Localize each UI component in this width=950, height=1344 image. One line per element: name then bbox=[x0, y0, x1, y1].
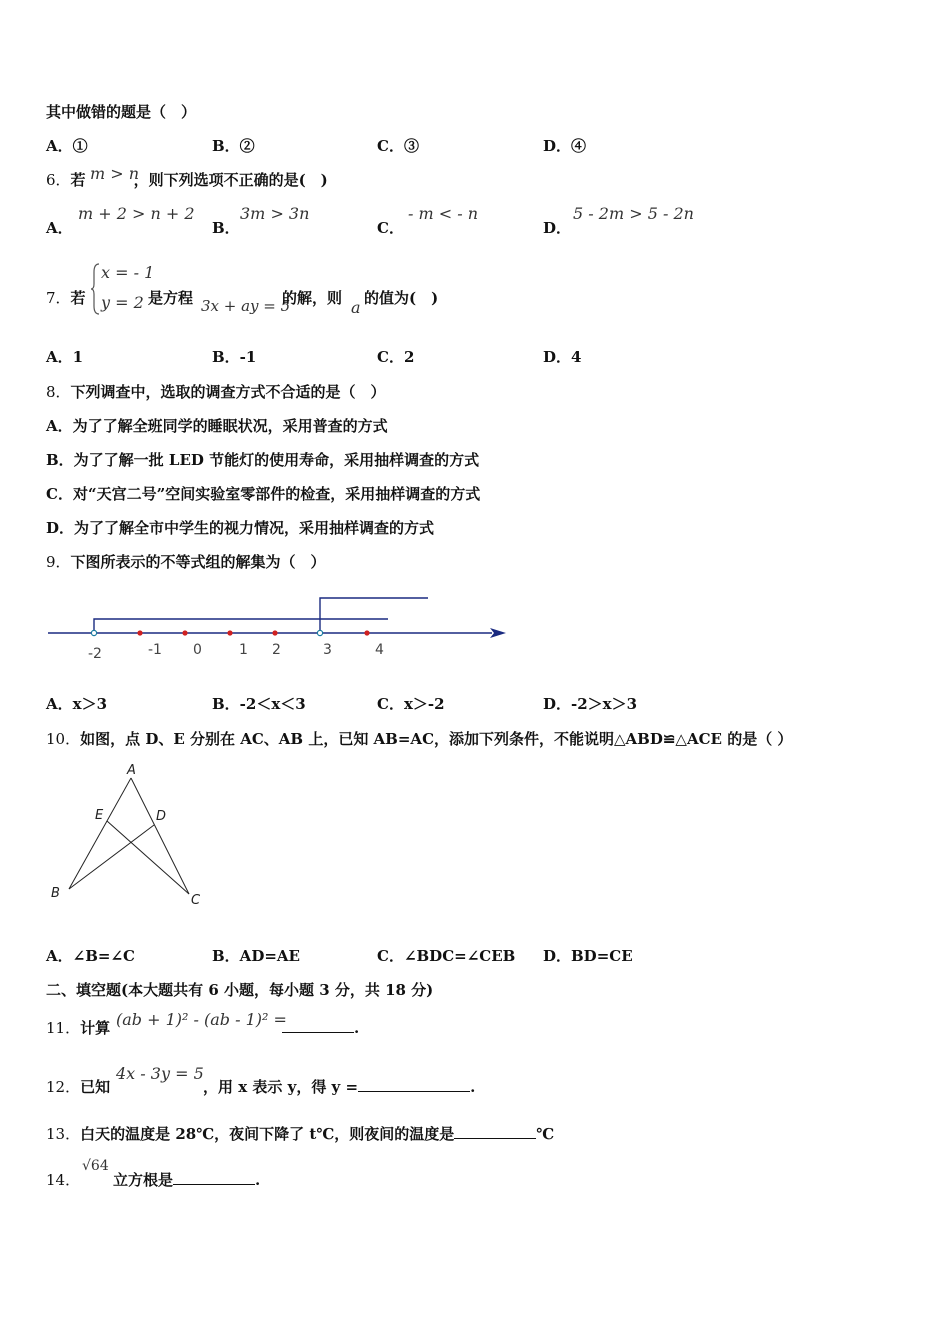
q7-equation: 3x + ay = 5 bbox=[201, 297, 291, 315]
q12-number: 12． bbox=[46, 1078, 81, 1096]
segment-ce bbox=[107, 821, 189, 894]
q6-label-c[interactable]: C． bbox=[377, 219, 404, 237]
q9-option-c[interactable]: C．x＞-2 bbox=[377, 695, 445, 713]
q9-number-line-figure bbox=[40, 590, 520, 670]
tick-label-3: 3 bbox=[323, 642, 332, 658]
q6-label-a[interactable]: A． bbox=[46, 219, 73, 237]
segment-bd bbox=[69, 825, 154, 889]
q10-number: 10． bbox=[46, 730, 81, 748]
q7-option-a[interactable]: A．1 bbox=[46, 348, 84, 366]
q12-equation: 4x - 3y = 5 bbox=[116, 1064, 204, 1083]
q8-option-b[interactable]: B．为了了解一批 LED 节能灯的使用寿命，采用抽样调查的方式 bbox=[46, 451, 480, 469]
q7-mid2: 的解，则 bbox=[282, 289, 343, 307]
q9-number: 9． bbox=[46, 553, 71, 571]
q5-option-c[interactable]: C．③ bbox=[377, 137, 419, 155]
tick-label-2: 2 bbox=[272, 642, 281, 658]
tick-label-neg2: -2 bbox=[88, 646, 102, 662]
q6-stem bbox=[46, 170, 328, 190]
tick-label-neg1: -1 bbox=[148, 642, 162, 658]
q8-option-d[interactable]: D．为了了解全市中学生的视力情况，采用抽样调查的方式 bbox=[46, 519, 435, 537]
q12-answer-blank[interactable] bbox=[358, 1077, 470, 1092]
solution-bracket-left bbox=[94, 619, 388, 633]
q14-number: 14． bbox=[46, 1171, 81, 1189]
q7-stem bbox=[46, 288, 86, 308]
tick-point-1 bbox=[227, 630, 232, 635]
q11-post: . bbox=[354, 1019, 360, 1037]
q9-stem bbox=[46, 552, 326, 572]
point-label-d: D bbox=[156, 809, 167, 824]
intro-text: 其中做错的题是（ ） bbox=[46, 103, 197, 121]
q6-label-b[interactable]: B． bbox=[212, 219, 240, 237]
q11-stem bbox=[46, 1018, 110, 1038]
tick-label-4: 4 bbox=[375, 642, 384, 658]
q8-text: 下列调查中，选取的调查方式不合适的是（ ） bbox=[70, 383, 386, 401]
q6-formula-c: - m < - n bbox=[408, 204, 479, 223]
q12-post: . bbox=[470, 1078, 476, 1096]
axis-arrow-icon bbox=[490, 628, 506, 638]
q10-option-a[interactable]: A．∠B=∠C bbox=[46, 947, 135, 965]
q12-mid: ，用 x 表示 y，得 y = bbox=[203, 1078, 359, 1096]
q6-pre: 若 bbox=[70, 171, 86, 189]
section-2-heading: 二、填空题(本大题共有 6 小题，每小题 3 分，共 18 分) bbox=[46, 981, 434, 999]
q13-answer-blank[interactable] bbox=[454, 1124, 536, 1139]
open-circle-neg2 bbox=[91, 630, 96, 635]
q6-label-d[interactable]: D． bbox=[543, 219, 572, 237]
q13-post: ℃ bbox=[536, 1125, 555, 1143]
q11-answer-line bbox=[282, 1018, 359, 1038]
q10-stem bbox=[46, 729, 792, 749]
q5-option-b[interactable]: B．② bbox=[212, 137, 255, 155]
q11-pre: 计算 bbox=[80, 1019, 111, 1037]
q7-number: 7． bbox=[46, 289, 71, 307]
q9-option-b[interactable]: B．-2＜x＜3 bbox=[212, 695, 306, 713]
tick-label-1: 1 bbox=[239, 642, 248, 658]
solution-bracket-right bbox=[320, 598, 428, 633]
q6-number: 6． bbox=[46, 171, 71, 189]
q7-option-b[interactable]: B．-1 bbox=[212, 348, 257, 366]
q14-answer-line bbox=[113, 1170, 260, 1190]
q14-post: . bbox=[255, 1171, 261, 1189]
q8-option-a[interactable]: A．为了了解全班同学的睡眠状况，采用普查的方式 bbox=[46, 417, 388, 435]
q14-radical: √64 bbox=[82, 1158, 109, 1174]
point-label-a: A bbox=[127, 763, 136, 778]
q6-formula-d: 5 - 2m > 5 - 2n bbox=[573, 204, 694, 223]
q10-option-b[interactable]: B．AD=AE bbox=[212, 947, 300, 965]
q8-stem bbox=[46, 382, 386, 402]
open-circle-3 bbox=[317, 630, 322, 635]
q13-stem bbox=[46, 1124, 554, 1144]
q6-formula-a: m + 2 > n + 2 bbox=[78, 204, 195, 223]
point-label-e: E bbox=[95, 808, 104, 823]
q13-number: 13． bbox=[46, 1125, 81, 1143]
q10-triangle-figure bbox=[40, 756, 220, 916]
q9-option-a[interactable]: A．x＞3 bbox=[46, 695, 108, 713]
point-label-b: B bbox=[51, 886, 60, 901]
q9-text: 下图所表示的不等式组的解集为（ ） bbox=[70, 553, 326, 571]
q7-post: 的值为( ) bbox=[364, 289, 439, 307]
q9-option-d[interactable]: D．-2＞x＞3 bbox=[543, 695, 638, 713]
q10-text: 如图，点 D、E 分别在 AC、AB 上，已知 AB=AC，添加下列条件，不能说明△ABD≌△ACE 的是（ ） bbox=[80, 730, 793, 748]
q5-option-a[interactable]: A．① bbox=[46, 137, 88, 155]
q7-system-x: x = - 1 bbox=[101, 263, 155, 282]
tick-point-0 bbox=[182, 630, 187, 635]
q10-option-d[interactable]: D．BD=CE bbox=[543, 947, 633, 965]
q7-option-c[interactable]: C．2 bbox=[377, 348, 415, 366]
tick-point-2 bbox=[272, 630, 277, 635]
q6-post: ，则下列选项不正确的是( ) bbox=[133, 171, 328, 189]
q5-option-d[interactable]: D．④ bbox=[543, 137, 587, 155]
q6-condition: m > n bbox=[90, 164, 140, 183]
q7-option-d[interactable]: D．4 bbox=[543, 348, 582, 366]
q14-answer-blank[interactable] bbox=[173, 1170, 255, 1185]
tick-label-0: 0 bbox=[193, 642, 202, 658]
q7-variable: a bbox=[351, 298, 361, 317]
q13-text: 白天的温度是 28℃，夜间下降了 t℃，则夜间的温度是 bbox=[80, 1125, 455, 1143]
q11-number: 11． bbox=[46, 1019, 81, 1037]
q7-system-brace bbox=[91, 262, 101, 316]
q8-option-c[interactable]: C．对“天宫二号”空间实验室零部件的检查，采用抽样调查的方式 bbox=[46, 485, 481, 503]
q10-option-c[interactable]: C．∠BDC=∠CEB bbox=[377, 947, 516, 965]
point-label-c: C bbox=[191, 893, 201, 908]
q14-stem bbox=[46, 1170, 80, 1190]
tick-point-4 bbox=[364, 630, 369, 635]
q11-expression: (ab + 1)² - (ab - 1)² = bbox=[116, 1010, 287, 1029]
q12-pre: 已知 bbox=[80, 1078, 111, 1096]
q7-mid: 是方程 bbox=[148, 289, 194, 307]
q14-text: 立方根是 bbox=[113, 1171, 174, 1189]
q6-formula-b: 3m > 3n bbox=[240, 204, 310, 223]
q12-stem bbox=[46, 1077, 110, 1097]
q12-answer-line bbox=[203, 1077, 475, 1097]
q7-pre: 若 bbox=[70, 289, 86, 307]
q7-system-y: y = 2 bbox=[101, 293, 144, 312]
q11-answer-blank[interactable] bbox=[282, 1018, 354, 1033]
q8-number: 8． bbox=[46, 383, 71, 401]
tick-point-neg1 bbox=[137, 630, 142, 635]
